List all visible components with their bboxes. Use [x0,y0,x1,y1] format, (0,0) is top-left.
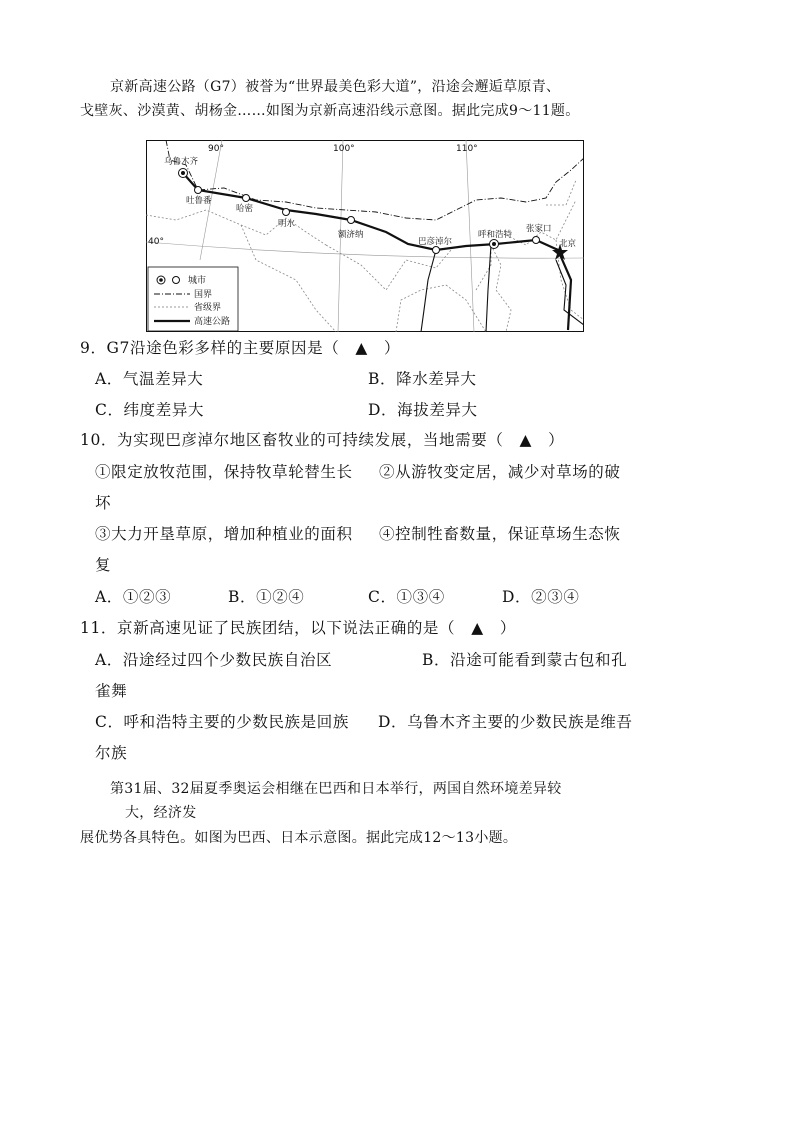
intro-line-1: 京新高速公路（G7）被誉为“世界最美色彩大道”，沿途会邂逅草原青、 [110,79,561,95]
city-label-bayannur: 巴彦淖尔 [418,237,453,247]
city-label-turpan: 吐鲁番 [186,196,212,206]
city-marker-mingshui [283,209,290,216]
legend-highway: 高速公路 [194,317,231,327]
city-marker-bayannur [433,247,440,254]
longitude-label-90: 90° [208,144,224,154]
question-9-option-a[interactable]: A．气温差异大 [95,370,204,388]
question-10-statement-2: ②从游牧变定居，减少对草场的破 [379,463,621,481]
jingxin-highway-map [146,140,584,332]
city-marker-turpan [195,187,202,194]
question-10-statement-4-cont: 复 [95,556,112,574]
longitude-label-100: 100° [333,144,355,154]
question-10-option-c[interactable]: C．①③④ [368,588,445,606]
city-label-urumqi: 乌鲁木齐 [164,157,199,167]
question-11-option-d[interactable]: D．乌鲁木齐主要的少数民族是维吾 [378,713,633,731]
city-label-ejina: 额济纳 [338,230,364,240]
city-marker-hami [243,195,250,202]
city-label-zhangjiakou: 张家口 [526,224,552,234]
question-10-option-a[interactable]: A．①②③ [95,588,172,606]
question-9-option-c[interactable]: C．纬度差异大 [95,401,205,419]
legend-border: 国界 [194,290,213,300]
question-11-stem: 11．京新高速见证了民族团结，以下说法正确的是（ ▲ ） [80,619,516,637]
intro2-line-2: 大，经济发 [125,805,197,821]
question-11-option-b[interactable]: B．沿途可能看到蒙古包和孔 [422,651,628,669]
longitude-label-110: 110° [456,144,478,154]
city-marker-zhangjiakou [533,237,540,244]
city-label-hohhot: 呼和浩特 [478,230,513,240]
legend-province: 省级界 [194,303,222,313]
latitude-label-40: 40° [148,237,164,247]
question-10-stem: 10．为实现巴彦淖尔地区畜牧业的可持续发展，当地需要（ ▲ ） [80,431,565,449]
question-11-option-d-cont: 尔族 [95,744,128,762]
question-11-option-c[interactable]: C．呼和浩特主要的少数民族是回族 [95,713,349,731]
intro2-line-3: 展优势各具特色。如图为巴西、日本示意图。据此完成12～13小题。 [80,830,518,846]
city-label-beijing: 北京 [559,239,577,249]
city-marker-ejina [348,217,355,224]
question-10-statement-3: ③大力开垦草原，增加种植业的面积 [95,525,353,543]
city-label-mingshui: 明水 [278,219,296,229]
question-10-statement-1: ①限定放牧范围，保持牧草轮替生长 [95,463,353,481]
city-label-hami: 哈密 [236,204,254,214]
question-9-option-b[interactable]: B．降水差异大 [368,370,477,388]
intro-line-2: 戈壁灰、沙漠黄、胡杨金……如图为京新高速沿线示意图。据此完成9～11题。 [80,103,580,119]
intro2-line-1: 第31届、32届夏季奥运会相继在巴西和日本举行，两国自然环境差异较 [110,781,562,797]
question-11-option-a[interactable]: A．沿途经过四个少数民族自治区 [95,651,333,669]
question-11-option-b-cont: 雀舞 [95,682,128,700]
legend-city: 城市 [188,276,207,286]
question-9-stem: 9．G7沿途色彩多样的主要原因是（ ▲ ） [80,339,401,357]
question-10-option-b[interactable]: B．①②④ [228,588,305,606]
map-legend [148,267,238,331]
question-9-option-d[interactable]: D．海拔差异大 [368,401,478,419]
question-10-option-d[interactable]: D．②③④ [502,588,580,606]
question-10-statement-2-cont: 坏 [95,494,112,512]
question-10-statement-4: ④控制牲畜数量，保证草场生态恢 [379,525,621,543]
